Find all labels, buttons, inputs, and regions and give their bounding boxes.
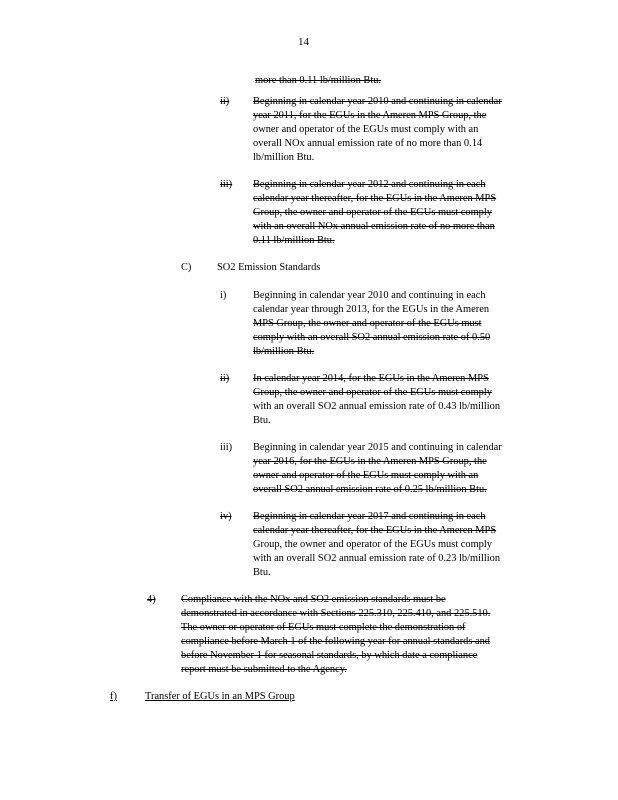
item-label: iii) [220,442,233,453]
item-label: iii) [220,179,233,190]
text-line: Beginning in calendar year 2012 and continuing in each [253,179,486,190]
item-label: ii) [220,373,230,384]
section-heading: SO2 Emission Standards [217,262,321,273]
text-line: Beginning in calendar year 2010 and continuing in each [253,290,486,301]
text-line: year 2011, for the EGUs in the Ameren MPS Group, the [253,110,487,121]
item-label: iv) [220,511,232,522]
text-line: MPS Group, the owner and operator of the EGUs must [253,318,482,329]
text-line: 0.11 lb/million Btu. [253,235,335,246]
text-line: calendar year through 2013, for the EGUs in the Ameren [253,304,490,315]
item-label: i) [220,290,227,301]
page-number: 14 [298,36,309,48]
text-line: more than 0.11 lb/million Btu. [255,75,382,86]
item-label: 4) [147,594,156,605]
text-line: owner and operator of the EGUs must comply with an [253,124,479,135]
text-line: calendar year thereafter, for the EGUs in the Ameren MPS [253,193,497,204]
text-line: owner and operator of the EGUs must comply with an [253,470,479,481]
text-line: overall NOx annual emission rate of no more than 0.14 [253,138,483,149]
item-label: ii) [220,96,230,107]
text-line: In calendar year 2014, for the EGUs in the Ameren MPS [253,373,489,384]
text-line: Group, the owner and operator of the EGUs must comply [253,387,492,398]
text-line: overall SO2 annual emission rate of 0.25 lb/million Btu. [253,484,487,495]
text-line: Compliance with the NOx and SO2 emission standards must be [181,594,446,605]
text-line: lb/million Btu. [253,152,315,163]
text-line: Btu. [253,567,271,578]
text-line: with an overall SO2 annual emission rate of 0.23 lb/million [253,553,501,564]
text-line: Beginning in calendar year 2015 and continuing in calendar [253,442,502,453]
text-line: Beginning in calendar year 2010 and continuing in calendar [253,96,502,107]
section-label: f) [110,691,117,702]
text-line: report must be submitted to the Agency. [181,664,347,675]
text-line: before November 1 for seasonal standards, by which date a compliance [181,650,478,661]
text-line: Group, the owner and operator of the EGUs must comply [253,207,492,218]
text-line: with an overall SO2 annual emission rate of 0.43 lb/million [253,401,501,412]
text-line: with an overall NOx annual emission rate of no more than [253,221,495,232]
text-line: demonstrated in accordance with Sections 225.310, 225.410, and 225.510. [181,608,491,619]
text-line: Group, the owner and operator of the EGUs must comply [253,539,492,550]
text-line: comply with an overall SO2 annual emission rate of 0.50 [253,332,491,343]
text-line: Btu. [253,415,271,426]
text-line: The owner or operator of EGUs must complete the demonstration of [181,622,466,633]
section-label: C) [181,262,192,273]
section-heading: Transfer of EGUs in an MPS Group [145,691,295,702]
text-line: Beginning in calendar year 2017 and continuing in each [253,511,486,522]
text-line: year 2016, for the EGUs in the Ameren MPS Group, the [253,456,487,467]
text-line: compliance before March 1 of the following year for annual standards and [181,636,491,647]
text-line: calendar year thereafter, for the EGUs in the Ameren MPS [253,525,497,536]
text-line: lb/million Btu. [253,346,315,357]
